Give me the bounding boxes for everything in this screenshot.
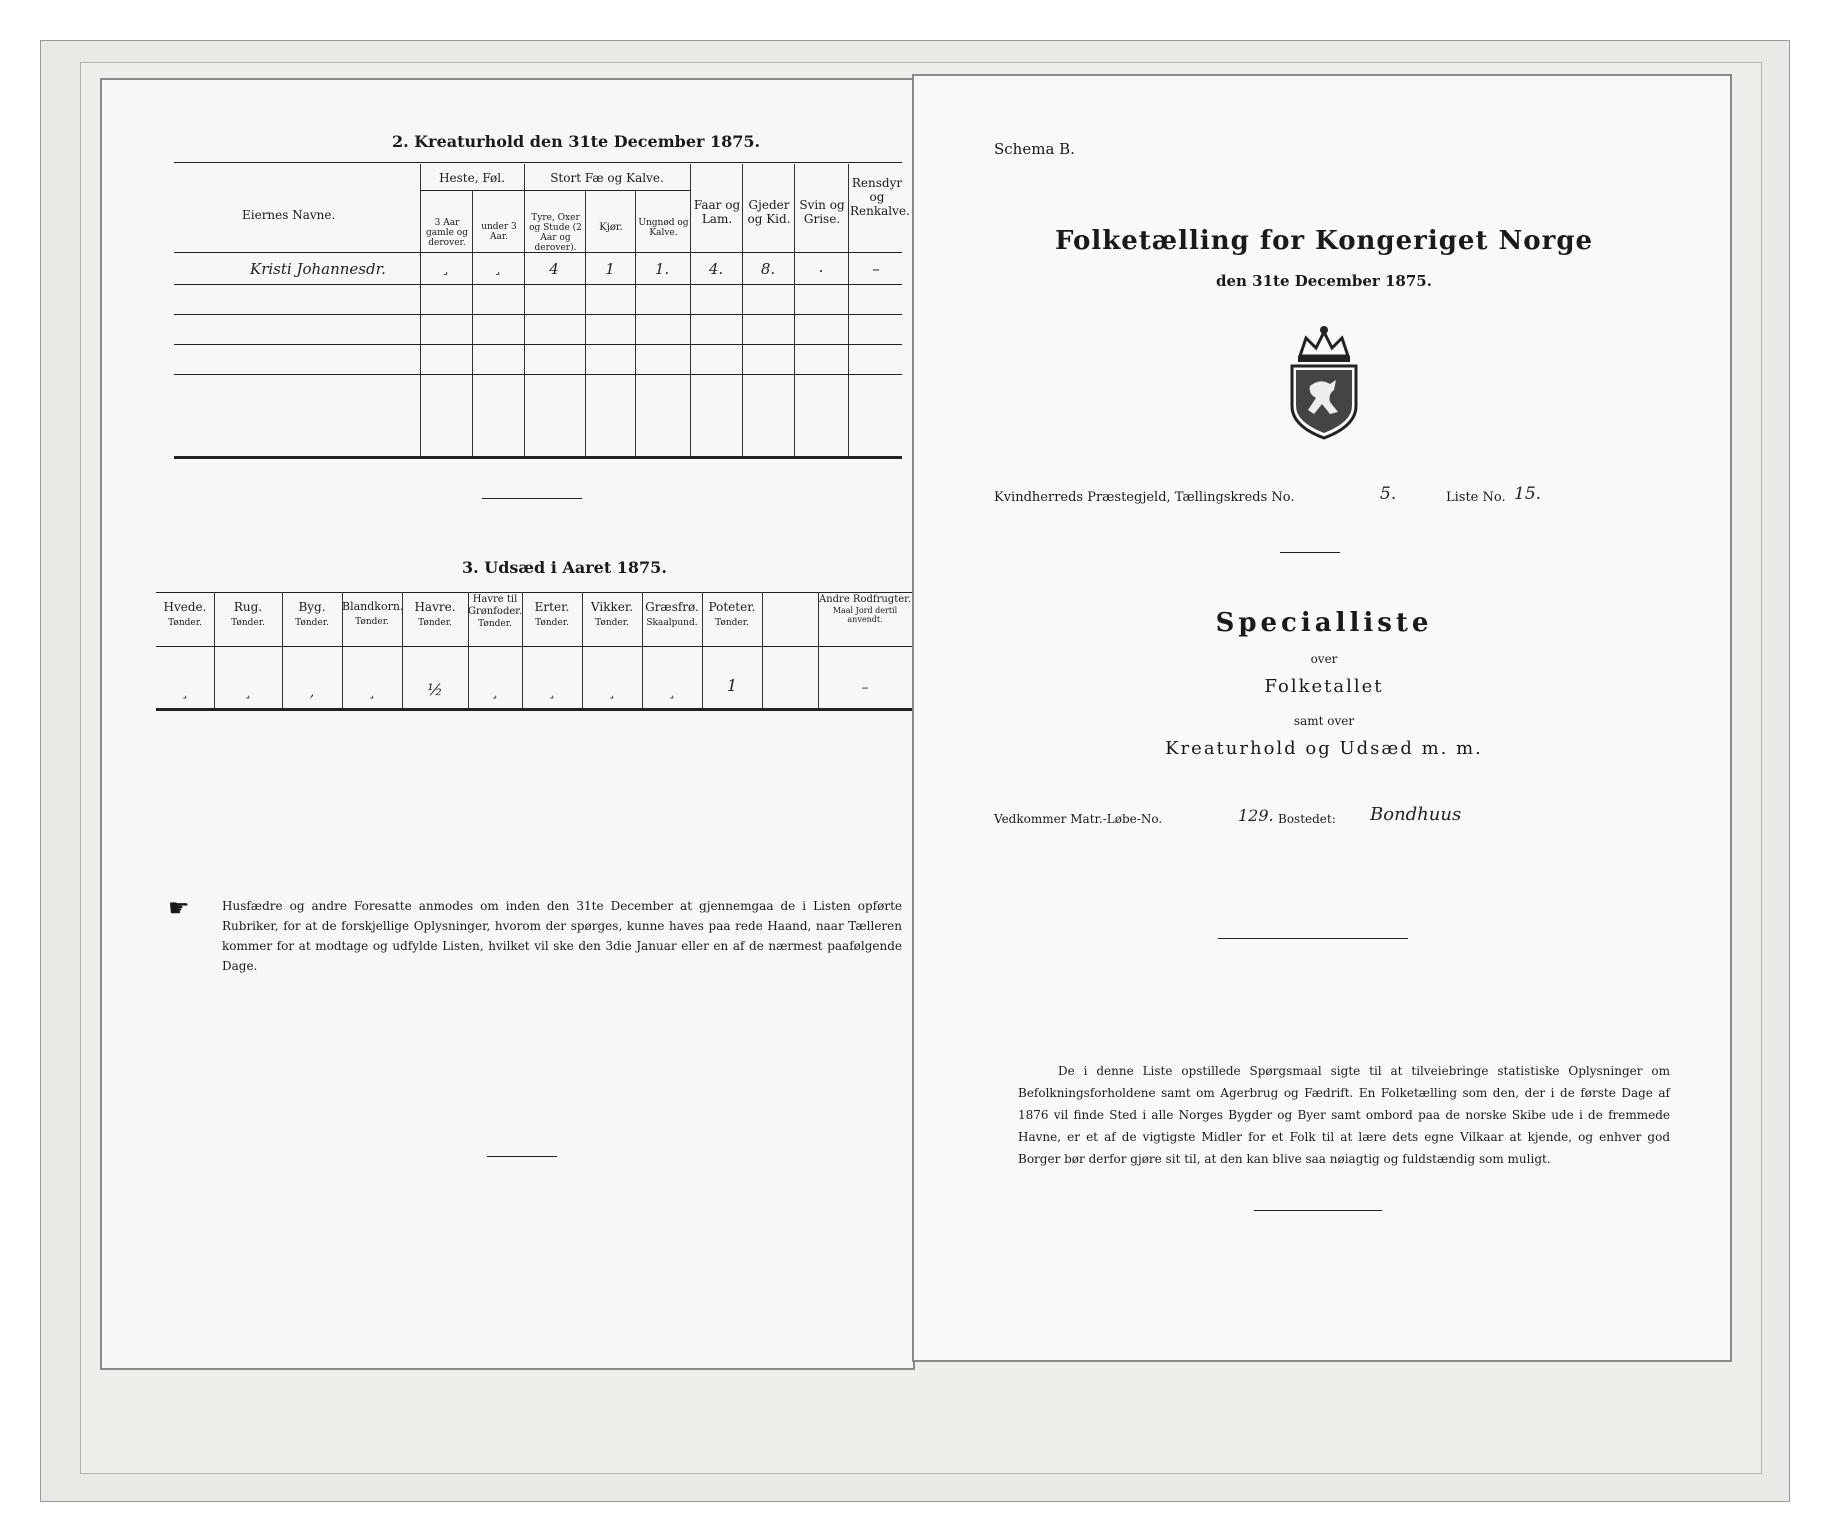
udsaed-col-name: Erter.	[534, 600, 570, 614]
cell-value: 1.	[654, 260, 670, 278]
col-line	[420, 164, 421, 456]
cell-value: .	[818, 258, 824, 276]
footer-text: De i denne Liste opstillede Spørgsmaal sigte til at tilveiebringe statistiske Oplysninger om Befolkningsforholdene samt om Agerbrug og Fædrift. En Folketælling som den, der i de første Dage af 1876 vil finde Sted i alle Norges Bygder og Byer samt ombord paa de norske Skibe ude i de fremmede Havne, er et af de vigtigste Midler for et Folk til at lære dets egne Vilkaar at kjende, og enhver god Borger bør derfor gjøre sit til, at den kan blive saa nøiagtig og fuldstændig som muligt.	[1018, 1064, 1670, 1166]
col-line	[848, 164, 849, 456]
page-end-rule	[487, 1156, 557, 1157]
udsaed-col-name: Græsfrø.	[645, 600, 699, 614]
right-page	[912, 74, 1732, 1362]
udsaed-value: ‚	[309, 684, 315, 700]
udsaed-value: ½	[427, 680, 443, 699]
udsaed-col-unit: Tønder.	[535, 618, 569, 628]
kreaturhold-udsaed-text: Kreaturhold og Udsæd m. m.	[1165, 738, 1483, 759]
col-line	[794, 164, 795, 456]
col-line	[524, 164, 525, 456]
udsaed-value: ¸	[244, 684, 252, 700]
udsaed-col-header	[402, 600, 468, 628]
udsaed-col-name: Vikker.	[590, 600, 634, 614]
udsaed-col-unit: Tønder.	[418, 618, 452, 628]
col-line	[585, 190, 586, 456]
group-rule	[420, 190, 690, 191]
udsaed-title: 3. Udsæd i Aaret 1875.	[462, 558, 667, 577]
cell-value: –	[872, 260, 880, 278]
col-header-faar: Faar og Lam.	[693, 198, 741, 226]
udsaed-value: ¸	[548, 684, 556, 700]
col-header-gjeder: Gjeder og Kid.	[747, 198, 791, 226]
col-line	[635, 190, 636, 456]
owner-header: Eiernes Navne.	[242, 208, 336, 222]
col-header-under3: under 3 Aar.	[481, 222, 517, 242]
udsaed-col-unit: Tønder.	[715, 618, 749, 628]
udsaed-col-header	[282, 600, 342, 628]
udsaed-col-unit: Tønder.	[231, 618, 265, 628]
row-rule	[174, 344, 902, 345]
schema-label: Schema B.	[994, 140, 1075, 158]
udsaed-col-unit: Tønder.	[168, 618, 202, 628]
udsaed-value: ¸	[368, 684, 376, 700]
bosted-label: Bostedet:	[1278, 812, 1336, 826]
row-rule	[174, 374, 902, 375]
udsaed-col-header	[818, 594, 912, 624]
notice-text: Husfædre og andre Foresatte anmodes om inden den 31te December at gjennemgaa de i Listen opførte Rubriker, for at de forskjellige Oplysninger, hvorom der spørges, kunne haves paa rede Haand, naar Tælleren kommer for at modtage og udfylde Listen, hvilket vil ske den 3die Januar eller en af de nærmest paafølgende Dage.	[222, 899, 902, 973]
left-page	[100, 78, 915, 1370]
udsaed-value: ¸	[181, 684, 189, 700]
coat-of-arms-icon	[1264, 320, 1384, 440]
udsaed-bottom-rule	[156, 708, 912, 711]
udsaed-col-name: Poteter.	[708, 600, 756, 614]
kreds-number: 5.	[1380, 484, 1397, 504]
udsaed-value: –	[861, 680, 869, 696]
col-line	[690, 164, 691, 456]
udsaed-col-header	[702, 600, 762, 628]
stort-group-header: Stort Fæ og Kalve.	[550, 171, 664, 185]
census-title: Folketælling for Kongeriget Norge	[1054, 226, 1594, 256]
udsaed-col-header	[642, 600, 702, 628]
cell-value: ¸	[494, 258, 502, 276]
udsaed-value: ¸	[608, 684, 616, 700]
udsaed-header-rule	[156, 646, 912, 647]
udsaed-col-unit: Tønder.	[595, 618, 629, 628]
udsaed-col-header	[582, 600, 642, 628]
matr-number: 129.	[1238, 806, 1274, 825]
samt-over-text: samt over	[1293, 714, 1355, 728]
form-divider	[1218, 938, 1408, 939]
udsaed-col-name: Havre til Grønfoder.	[468, 594, 523, 617]
header-bottom-rule	[174, 252, 902, 253]
udsaed-col-header	[522, 600, 582, 628]
udsaed-col-unit: Tønder.	[355, 617, 389, 627]
udsaed-col-name: Hvede.	[163, 600, 207, 614]
cell-value: 4.	[708, 260, 724, 278]
cell-value: ¸	[442, 258, 450, 276]
col-line	[472, 190, 473, 456]
cell-value: 8.	[760, 260, 776, 278]
specialliste-title: Specialliste	[1215, 608, 1433, 638]
census-date: den 31te December 1875.	[1216, 272, 1432, 290]
section-divider	[482, 498, 582, 499]
liste-label: Liste No.	[1446, 490, 1506, 505]
col-header-ungnod: Ungnød og Kalve.	[638, 218, 689, 238]
col-header-rensdyr: Rensdyr og Renkalve.	[850, 176, 910, 218]
udsaed-col-header	[468, 594, 522, 630]
col-header-svin: Svin og Grise.	[799, 198, 845, 226]
liste-number: 15.	[1514, 484, 1542, 504]
table-bottom-rule	[174, 456, 902, 459]
udsaed-col-name: Byg.	[298, 600, 326, 614]
col-header-kjor: Kjør.	[599, 222, 623, 233]
row-rule	[174, 314, 902, 315]
udsaed-col-name: Havre.	[414, 600, 456, 614]
heste-group-header: Heste, Føl.	[439, 171, 505, 185]
over-text: over	[1310, 652, 1338, 666]
pointing-hand-icon: ☛	[168, 894, 190, 922]
udsaed-col-name: Andre Rodfrugter.	[818, 594, 911, 605]
udsaed-col-unit: Maal Jord dertil anvendt.	[832, 606, 898, 624]
title-divider	[1280, 552, 1340, 553]
footer-divider	[1254, 1210, 1382, 1211]
cell-value: 4	[549, 260, 559, 278]
folketallet-text: Folketallet	[1264, 676, 1384, 697]
udsaed-col-unit: Tønder.	[295, 618, 329, 628]
col-header-3aar: 3 Aar gamle og derover.	[426, 218, 468, 248]
matr-label: Vedkommer Matr.-Løbe-No.	[994, 812, 1163, 826]
row-rule	[174, 284, 902, 285]
udsaed-top-rule	[156, 592, 912, 593]
udsaed-col-line	[762, 592, 763, 708]
prestegjeld-label: Kvindherreds Præstegjeld, Tællingskreds No.	[994, 490, 1295, 505]
col-line	[742, 164, 743, 456]
udsaed-value: ¸	[491, 684, 499, 700]
udsaed-col-unit: Skaalpund.	[646, 618, 698, 628]
udsaed-col-name: Blandkorn.	[342, 600, 404, 613]
cell-value: 1	[605, 260, 615, 278]
col-header-tyre: Tyre, Oxer og Stude (2 Aar og derover).	[529, 213, 582, 253]
table-top-rule	[174, 162, 902, 163]
udsaed-value: 1	[726, 676, 738, 695]
kreaturhold-title: 2. Kreaturhold den 31te December 1875.	[392, 132, 761, 151]
udsaed-col-header	[214, 600, 282, 628]
udsaed-value: ¸	[668, 684, 676, 700]
udsaed-col-header	[156, 600, 214, 628]
udsaed-col-name: Rug.	[233, 600, 263, 614]
owner-name: Kristi Johannesdr.	[250, 260, 386, 278]
bosted-value: Bondhuus	[1370, 804, 1462, 825]
udsaed-col-unit: Tønder.	[478, 619, 512, 629]
udsaed-col-header	[342, 600, 402, 627]
